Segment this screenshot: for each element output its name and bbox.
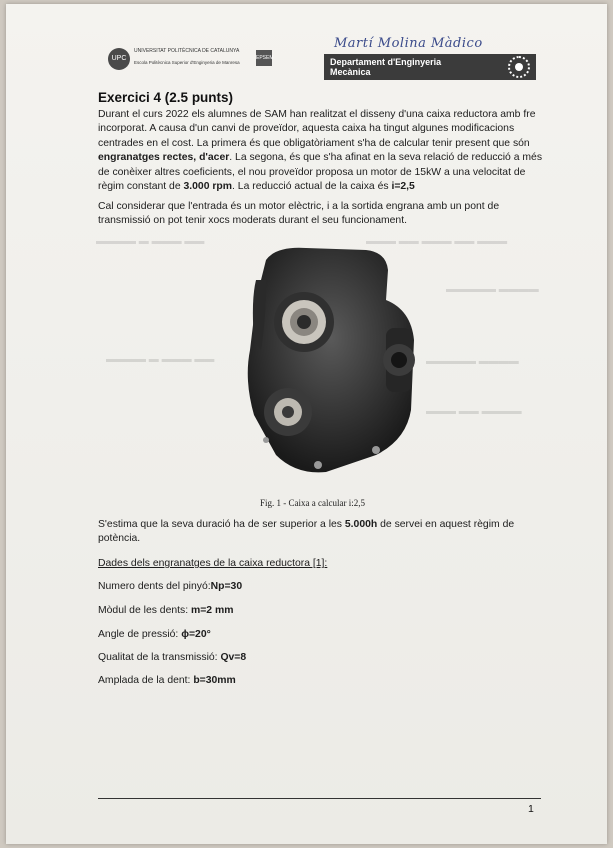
school-name: Escola Politècnica Superior d'Enginyeria de Manresa — [134, 60, 240, 65]
bleed-through-text: ▬▬ ▬▬▬ ▬ ▬▬▬▬ — [106, 354, 215, 365]
bleed-through-text: ▬▬▬ ▬▬ ▬▬▬ ▬▬ ▬▬▬ — [366, 236, 508, 247]
gear-data-line: Amplada de la dent: b=30mm — [98, 675, 236, 686]
gear-data-line: Qualitat de la transmissió: Qv=8 — [98, 652, 247, 663]
department-banner — [324, 54, 536, 80]
gear-data-line: Mòdul de les dents: m=2 mm — [98, 605, 234, 616]
gear-data-line: Angle de pressió: ϕ=20° — [98, 629, 211, 640]
page-number: 1 — [528, 803, 534, 815]
gear-data-line: Numero dents del pinyó:Np=30 — [98, 581, 243, 592]
university-name: UNIVERSITAT POLITÈCNICA DE CATALUNYA — [134, 48, 240, 54]
gear-logo-icon — [508, 56, 530, 78]
exercise-title: Exercici 4 (2.5 punts) — [98, 90, 234, 105]
paragraph-conditions: Cal considerar que l'entrada és un motor elèctric, i a la sortida engrana amb un pont de transmissió on pot tenir xocs moderats durant el seu funcionament. — [98, 201, 500, 227]
school-seal-icon: EPSEM — [256, 50, 272, 66]
paragraph-intro: Durant el curs 2022 els alumnes de SAM han realitzat el disseny d'una caixa reductora amb fre incorporat. A causa d'un canvi de proveïdor, aquesta caixa ha tingut algunes modificacions centrades en el cost. La primera és que obligatòriament s'ha de calcular tenir present que són engranatges rectes, d'acer. La segona, és que s'ha afinat en la seva relació de reducció a més de conèixer altres coeficients, el nou proveïdor proposa un motor de 15kW a una velocitat de règim constant de 3.000 rpm. La reducció actual de la caixa és i=2,5 — [98, 109, 543, 193]
figure-caption: Fig. 1 - Caixa a calcular i:2,5 — [260, 498, 365, 508]
footer-divider — [98, 798, 541, 799]
gear-data-heading: Dades dels engranatges de la caixa reductora [1]: — [98, 558, 328, 569]
department-line-1: Departament d'Enginyeria — [330, 57, 442, 67]
upc-emblem: UPC — [108, 48, 130, 70]
university-logo — [108, 48, 278, 76]
bleed-through-text: ▬▬ ▬▬▬ ▬ ▬▬▬▬ — [96, 236, 205, 247]
gearbox-image — [236, 240, 426, 480]
bleed-through-text: ▬▬▬▬ ▬▬▬▬▬ — [426, 356, 519, 367]
document-page — [6, 4, 607, 844]
bleed-through-text: ▬▬▬▬ ▬▬▬▬▬ — [446, 284, 539, 295]
department-line-2: Mecànica — [330, 67, 371, 77]
paragraph-duration: S'estima que la seva duració ha de ser superior a les 5.000h de servei en aquest règim de potència. — [98, 519, 515, 545]
handwritten-student-name: Martí Molina Màdico — [334, 36, 483, 51]
bleed-through-text: ▬▬▬▬ ▬▬ ▬▬▬ — [426, 406, 522, 417]
